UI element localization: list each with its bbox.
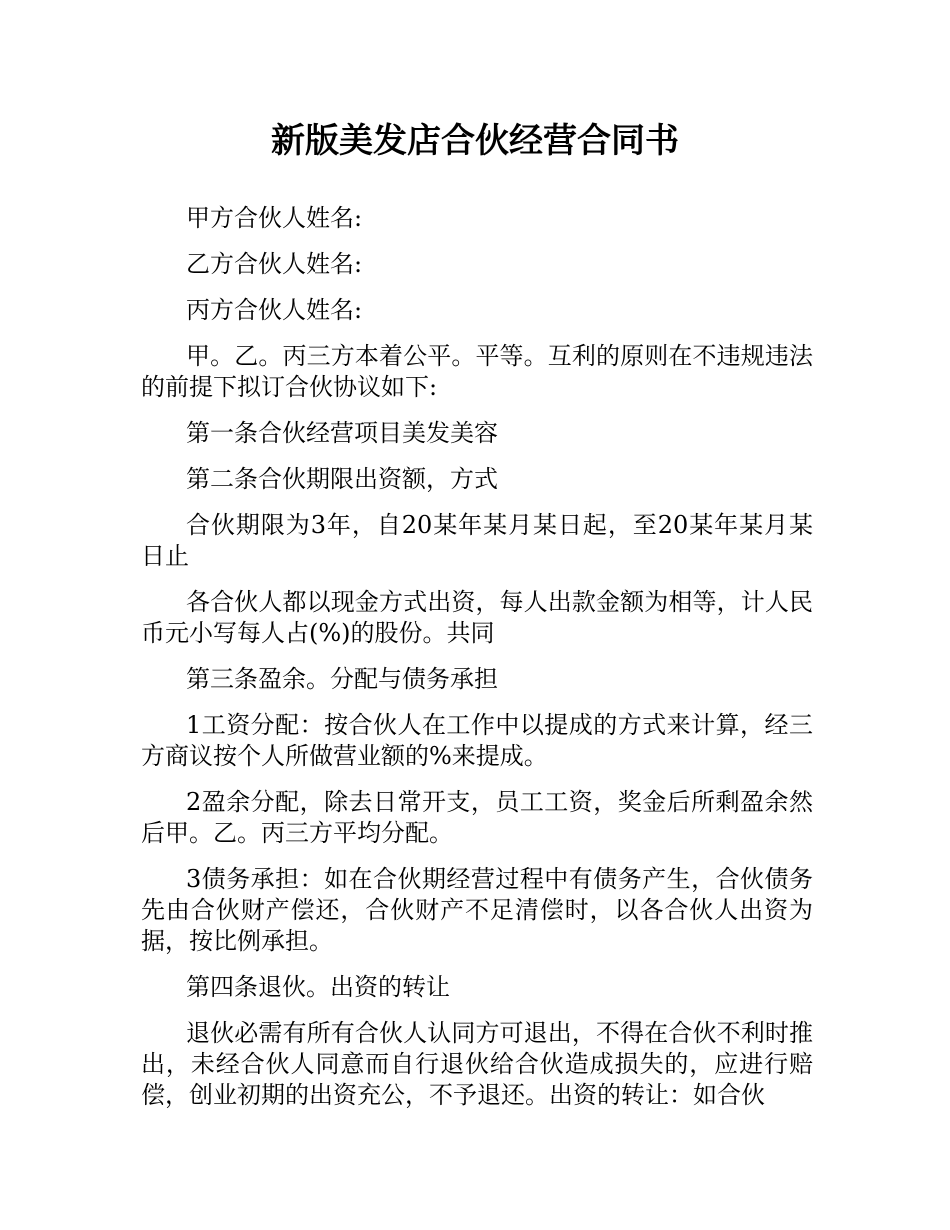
party-a-name-line: 甲方合伙人姓名: [186, 204, 363, 232]
article-2-heading: 第二条合伙期限出资额，方式 [186, 465, 498, 493]
debt-liability-paragraph: 3债务承担：如在合伙期经营过程中有债务产生，合伙债务先由合伙财产偿还，合伙财产不足清偿时，以各合伙人出资为据，按比例承担。 [141, 865, 813, 955]
party-b-name-line: 乙方合伙人姓名: [186, 250, 363, 278]
profit-distribution-paragraph: 2盈余分配，除去日常开支，员工工资，奖金后所剩盈余然后甲。乙。丙三方平均分配。 [141, 788, 813, 847]
article-3-heading: 第三条盈余。分配与债务承担 [186, 665, 498, 693]
partnership-term-paragraph: 合伙期限为3年，自20某年某月某日起，至20某年某月某日止 [141, 511, 813, 570]
article-1-heading: 第一条合伙经营项目美发美容 [186, 419, 498, 447]
withdrawal-paragraph: 退伙必需有所有合伙人认同方可退出，不得在合伙不利时推出，未经合伙人同意而自行退伙给合伙造成损失的，应进行赔偿，创业初期的出资充公，不予退还。出资的转让：如合伙 [141, 1019, 813, 1109]
document-title: 新版美发店合伙经营合同书 [271, 121, 679, 161]
article-4-heading: 第四条退伙。出资的转让 [186, 973, 450, 1001]
party-c-name-line: 丙方合伙人姓名: [186, 296, 363, 324]
document-body [141, 203, 813, 1126]
capital-contribution-paragraph: 各合伙人都以现金方式出资，每人出款金额为相等，计人民币元小写每人占(%)的股份。共同 [141, 588, 813, 647]
salary-distribution-paragraph: 1工资分配：按合伙人在工作中以提成的方式来计算，经三方商议按个人所做营业额的%来提成。 [141, 711, 813, 770]
preamble-paragraph: 甲。乙。丙三方本着公平。平等。互利的原则在不违规违法的前提下拟订合伙协议如下: [141, 342, 813, 401]
